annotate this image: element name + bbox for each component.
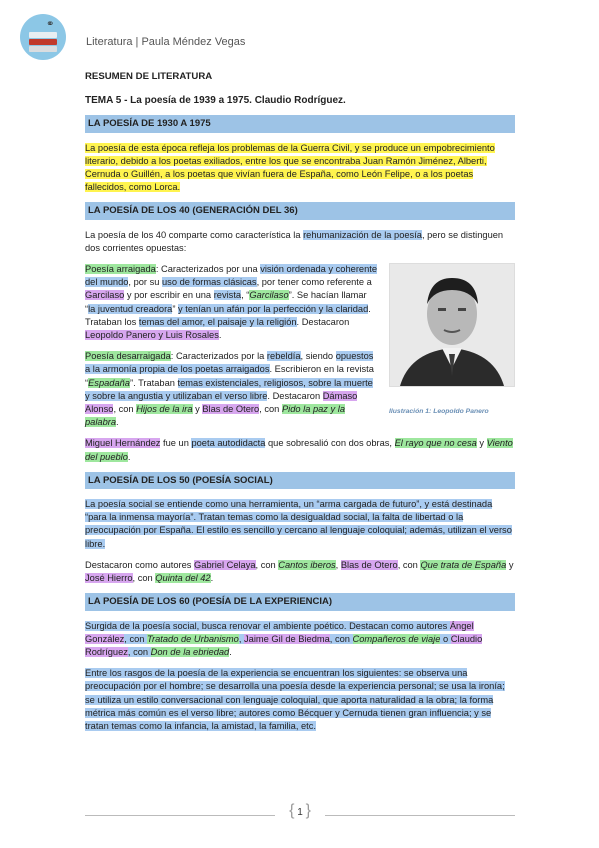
section-heading: LA POESÍA DE LOS 40 (GENERACIÓN DEL 36) xyxy=(85,202,515,219)
text: y xyxy=(506,559,514,570)
highlighted-text: Blas de Otero xyxy=(202,404,260,415)
paragraph-miguel xyxy=(85,437,515,463)
highlighted-text: Miguel Hernández xyxy=(85,438,161,449)
text: . xyxy=(127,451,131,462)
portrait-image xyxy=(390,264,514,386)
bracket-right-icon: } xyxy=(305,802,311,819)
highlighted-text: Dámaso Alonso xyxy=(85,390,358,415)
text: , “ xyxy=(241,290,250,301)
text: . xyxy=(218,330,222,341)
highlighted-text: visión ordenada y coherente del mundo xyxy=(85,264,378,288)
bracket-left-icon: { xyxy=(289,802,295,819)
text: . xyxy=(210,573,214,584)
highlighted-text: Que trata de España xyxy=(420,559,507,570)
paragraph xyxy=(85,498,515,551)
highlighted-text: Blas de Otero xyxy=(340,559,398,570)
books-logo-icon xyxy=(20,14,66,60)
book-shape xyxy=(29,46,57,52)
highlighted-text: Claudio Rodríguez xyxy=(85,633,483,657)
highlighted-text: Garcilaso xyxy=(85,290,125,301)
text: , xyxy=(335,559,341,570)
highlighted-text: temas existenciales, religiosos, sobre la muerte y sobre la angustia y utilizaban el verso libre xyxy=(85,377,373,401)
text: . Escribieron en la revista “ xyxy=(85,364,374,388)
highlighted-text: El rayo que no cesa xyxy=(394,438,477,449)
paragraph xyxy=(85,620,515,660)
text: , pero se distinguen dos corrientes opuestas: xyxy=(85,229,504,253)
text: , por su xyxy=(128,277,163,288)
text: ” xyxy=(172,303,179,314)
text: , con xyxy=(132,573,156,584)
highlighted-text: , con xyxy=(127,646,151,657)
text: . Trataban los xyxy=(85,303,371,327)
highlighted-text: Quinta del 42 xyxy=(155,573,211,584)
text: : Caracterizados por la xyxy=(170,351,267,362)
footer-divider xyxy=(325,815,515,816)
highlighted-text: temas del amor, el paisaje y la religión xyxy=(138,316,297,327)
text: , con xyxy=(113,404,137,415)
highlighted-text: rehumanización de la poesía xyxy=(303,229,422,240)
text: y xyxy=(192,404,203,415)
highlighted-text: Garcilaso xyxy=(249,290,289,301)
highlighted-text: Pido la paz y la palabra xyxy=(85,404,345,428)
text: que sobresalió con dos obras, xyxy=(265,438,395,449)
highlighted-text: opuestos a la armonía propia de los poetas arraigados xyxy=(85,351,374,375)
highlighted-text: Compañeros de viaje xyxy=(352,633,441,644)
highlighted-text: José Hierro xyxy=(85,573,133,584)
paragraph xyxy=(85,559,515,585)
text: Destacaron como autores xyxy=(85,559,195,570)
text: . Destacaron xyxy=(296,316,350,327)
book-shape xyxy=(29,32,57,38)
highlighted-text: , xyxy=(238,633,245,644)
highlighted-text: rebeldía xyxy=(266,351,301,362)
highlighted-text: Espadaña xyxy=(88,377,130,388)
text: ”. Se hacían llamar “ xyxy=(85,290,367,314)
header-title: Literatura | Paula Méndez Vegas xyxy=(86,36,246,48)
glasses-icon: ⚭ xyxy=(46,19,55,30)
text: , siendo xyxy=(300,351,336,362)
highlighted-text: revista xyxy=(213,290,242,301)
term-label: Poesía desarraigada xyxy=(85,351,171,362)
paragraph xyxy=(85,667,515,733)
highlighted-text: Leopoldo Panero y Luis Rosales xyxy=(85,330,219,341)
eye-shape xyxy=(458,308,466,311)
highlighted-text: Surgida de la poesía social, busca renovar el ambiente poético. Destacan como autores xyxy=(85,620,450,631)
text: , con xyxy=(255,559,279,570)
text: , con xyxy=(397,559,421,570)
paragraph xyxy=(85,142,515,195)
portrait-figure xyxy=(389,263,515,418)
figure-caption: Ilustración 1: Leopoldo Panero xyxy=(389,408,489,416)
highlighted-text: la juventud creadora xyxy=(88,303,173,314)
text: ”. Trataban xyxy=(129,377,178,388)
text: , con xyxy=(259,404,282,415)
page-number xyxy=(283,802,317,820)
highlighted-text: La poesía social se entiende como una herramienta, un “arma cargada de futuro”, y está destinada “para la inmensa mayoría”. Tratan temas como la desigualdad social, la falta de libertad o la preocupación por España. El estilo es sencillo y cercano al lenguaje coloquial; además, utilizan el verso libre. xyxy=(85,499,512,549)
text: La poesía de los 40 comparte como característica la xyxy=(85,229,304,240)
highlighted-text: , con xyxy=(329,633,353,644)
text: y xyxy=(476,438,487,449)
highlighted-text: Ángel González xyxy=(85,620,474,644)
highlighted-text: poeta autodidacta xyxy=(191,438,266,449)
section-heading: LA POESÍA DE LOS 60 (POESÍA DE LA EXPERIENCIA) xyxy=(85,593,515,610)
text: . Destacaron xyxy=(267,390,323,401)
highlighted-text: Hijos de la ira xyxy=(136,404,193,415)
section-heading: LA POESÍA DE LOS 50 (POESÍA SOCIAL) xyxy=(85,472,515,489)
paragraph xyxy=(85,229,515,255)
highlighted-text: , con xyxy=(124,633,148,644)
section-heading: LA POESÍA DE 1930 A 1975 xyxy=(85,115,515,132)
highlighted-text: o xyxy=(440,633,451,644)
text: : Caracterizados por una xyxy=(155,264,261,275)
highlighted-text: La poesía de esta época refleja los problemas de la Guerra Civil, y se produce un empobrecimiento literario, debido a los poetas exiliados, entre los que se encontraba Juan Ramón Jiménez, Alberti, Cernuda o Guillén, a los poetas que vivían fuera de España, como León Felipe, o a los poetas fallecidos, como Lorca. xyxy=(85,142,495,193)
highlighted-text: Entre los rasgos de la poesía de la experiencia se encuentran los siguientes: se observa una preocupación por el hombre; se desarrolla una poesía desde la experiencia personal; se usa la ironía; se utiliza un estilo conversacional con lenguaje coloquial, que aporta naturalidad a la obra; la forma métrica más común es el verso libre; autores como Bécquer y Cernuda tienen gran influencia; y se tratan temas como la infancia, la amistad, la familia, etc. xyxy=(85,668,505,731)
document-subtitle: TEMA 5 - La poesía de 1939 a 1975. Claudio Rodríguez. xyxy=(85,95,346,107)
text: . xyxy=(116,417,119,428)
highlighted-text: Don de la ebriedad xyxy=(150,646,230,657)
text: fue un xyxy=(160,438,192,449)
highlighted-text: uso de formas clásicas xyxy=(162,277,257,288)
highlighted-text: y tenían un afán por la perfección y la claridad xyxy=(178,303,369,314)
book-shape xyxy=(29,39,57,45)
text: , por tener como referente a xyxy=(256,277,372,288)
portrait-photo xyxy=(389,263,515,387)
highlighted-text: Gabriel Celaya xyxy=(194,559,256,570)
highlighted-text: Cantos iberos xyxy=(278,559,336,570)
document-body xyxy=(85,70,515,741)
eye-shape xyxy=(438,308,446,311)
highlighted-text: Tratado de Urbanismo xyxy=(147,633,239,644)
page-number-value: 1 xyxy=(297,807,303,818)
highlighted-text: Viento del pueblo xyxy=(85,438,513,462)
document-title: RESUMEN DE LITERATURA xyxy=(85,71,213,82)
footer-divider xyxy=(85,815,275,816)
highlighted-text: Jaime Gil de Biedma xyxy=(244,633,330,644)
term-label: Poesía arraigada xyxy=(85,264,156,275)
text: y por escribir en una xyxy=(124,290,214,301)
text: . xyxy=(229,646,232,657)
